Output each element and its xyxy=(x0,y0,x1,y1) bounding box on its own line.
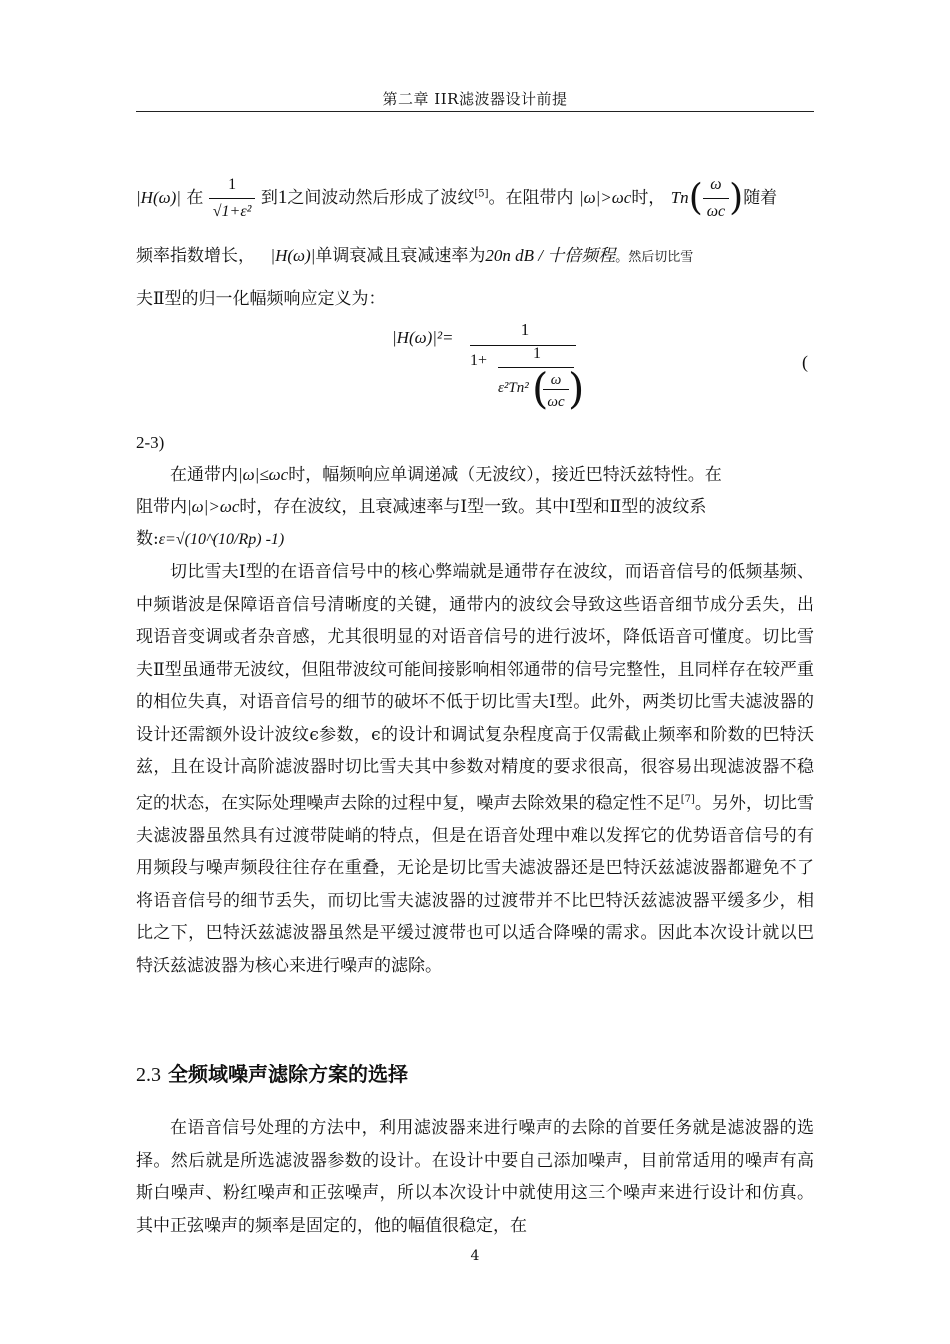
number-one: 1 xyxy=(277,187,288,208)
passband-line-1 xyxy=(170,462,722,488)
text-fragment: 单调衰减且衰减速率为 xyxy=(315,246,486,266)
attenuation-rate: 20n dB / 十倍频程 xyxy=(485,246,616,265)
equation-lhs-text: |H(ω)|²= xyxy=(392,328,454,347)
text-fragment: 。然后切比雪 xyxy=(615,250,694,265)
equation-numerator: 1 xyxy=(520,320,530,339)
text-fragment: 数: xyxy=(136,529,159,549)
paren-right: ) xyxy=(729,177,744,219)
stopband-condition: |ω|>ωc xyxy=(578,188,632,207)
text-fragment: 在通带内 xyxy=(170,465,238,485)
equation-paren-left: ( xyxy=(532,364,549,413)
equation-omega: ω xyxy=(543,372,569,390)
section-heading xyxy=(136,1058,408,1087)
text-fragment: 随着 xyxy=(743,188,778,208)
paragraph-section: 在语音信号处理的方法中，利用滤波器来进行噪声的去除的首要任务就是滤波器的选择。然后就是所选滤波器参数的设计。在设计中要自己添加噪声，目前常适用的噪声有高斯白噪声、粉红噪声和正弦噪声，所以本次设计中就使用这三个噪声来进行设计和仿真。其中正弦噪声的频率是固定的，他的幅值很稳定，在 xyxy=(136,1118,814,1236)
paragraph-text: 。另外，切比雪夫滤波器虽然具有过渡带陡峭的特点，但是在语音处理中难以发挥它的优势语音信号的有用频段与噪声频段往往存在重叠，无论是切比雪夫滤波器还是巴特沃兹滤波器都避免不了将语音信号的细节丢失，而切比雪夫滤波器的过渡带并不比巴特沃兹滤波器平缓多少，相比之下，巴特沃兹滤波器虽然是平缓过渡带也可以适合降噪的需求。因此本次设计就以巴特沃兹滤波器为核心来进行噪声的滤除。 xyxy=(136,793,815,976)
section-number: 2.3 xyxy=(136,1064,161,1086)
text-fragment: 频率指数增长， xyxy=(136,246,255,266)
text-line-3: 夫Ⅱ型的归一化幅频响应定义为： xyxy=(136,289,386,309)
omega-denominator: ωc xyxy=(706,203,726,220)
equation-inner-denominator: ε²Tn² xyxy=(498,380,529,396)
citation-ref: [7] xyxy=(680,793,695,805)
text-fragment: 时，存在波纹，且衰减速率与Ⅰ型一致。其中Ⅰ型和Ⅱ型的波纹系 xyxy=(239,497,707,517)
passband-line-3 xyxy=(136,526,284,553)
equation-label-open: ( xyxy=(802,352,808,372)
equation-inner-numerator: 1 xyxy=(533,345,541,362)
section-title: 全频域噪声滤除方案的选择 xyxy=(167,1062,408,1086)
fraction-denominator: √1+ε² xyxy=(212,203,252,220)
ripple-coefficient-formula: ε=√(10^(10/Rp) -1) xyxy=(158,531,285,548)
paren-left: ( xyxy=(688,177,703,219)
h-abs-expression: |H(ω)| xyxy=(270,246,316,265)
equation-label-cont: 2-3) xyxy=(136,433,165,452)
text-fragment: 。在阻带内 xyxy=(488,188,574,208)
paragraph-text: 切比雪夫Ⅰ型的在语音信号中的核心弊端就是通带存在波纹，而语音信号的低频基频、中频谐波是保障语音信号清晰度的关键，通带内的波纹会导致这些语音细节成分丢失，出现语音变调或者杂音感，尤其很明显的对语音信号的进行波坏，降低语音可懂度。切比雪夫Ⅱ型虽通带无波纹，但阻带波纹可能间接影响相邻通带的信号完整性，且同样存在较严重的相位失真，对语音信号的细节的破坏不低于切比雪夫Ⅰ型。此外，两类切比雪夫滤波器的设计还需额外设计波纹ϵ参数，ϵ的设计和调试复杂程度高于仅需截止频率和阶数的巴特沃兹，且在设计高阶滤波器时切比雪夫其中参数对精度的要求很高，很容易出现滤波器不稳定的状态，在实际处理噪声去除的过程中复，噪声去除效果的稳定性不足 xyxy=(136,562,814,814)
text-fragment: 时， xyxy=(631,188,666,208)
equation-lhs xyxy=(392,328,454,348)
text-line-1 xyxy=(136,172,777,225)
text-fragment: 时，幅频响应单调递减（无波纹），接近巴特沃兹特性。在 xyxy=(288,465,722,485)
text-line-2 xyxy=(136,243,693,271)
page-number: 4 xyxy=(470,1248,480,1264)
chebyshev-tn: Tn xyxy=(670,188,689,207)
h-abs-expression: |H(ω)| xyxy=(136,188,181,207)
equation-den-prefix: 1+ xyxy=(470,352,488,369)
omega-numerator: ω xyxy=(703,172,729,199)
equation-omega-c: ωc xyxy=(547,394,565,410)
passband-line-2 xyxy=(136,494,706,520)
citation-ref: [5] xyxy=(474,188,489,200)
fraction-one-over-sqrt xyxy=(209,172,256,225)
omega-ratio xyxy=(703,172,729,225)
text-fragment: 阻带内 xyxy=(136,497,187,517)
stopband-condition: |ω|>ωc xyxy=(187,497,240,516)
text-fragment: 之间波动然后形成了波纹 xyxy=(287,188,475,208)
page-header: 第二章 IIR滤波器设计前提 xyxy=(382,90,568,108)
fraction-numerator: 1 xyxy=(209,172,256,199)
header-rule xyxy=(136,111,814,112)
passband-condition: |ω|≤ωc xyxy=(238,465,289,484)
text-fragment: 到 xyxy=(260,188,278,208)
paragraph-chebyshev-analysis xyxy=(136,556,814,982)
equation-paren-right: ) xyxy=(568,364,585,413)
text-fragment: 在 xyxy=(186,188,204,208)
